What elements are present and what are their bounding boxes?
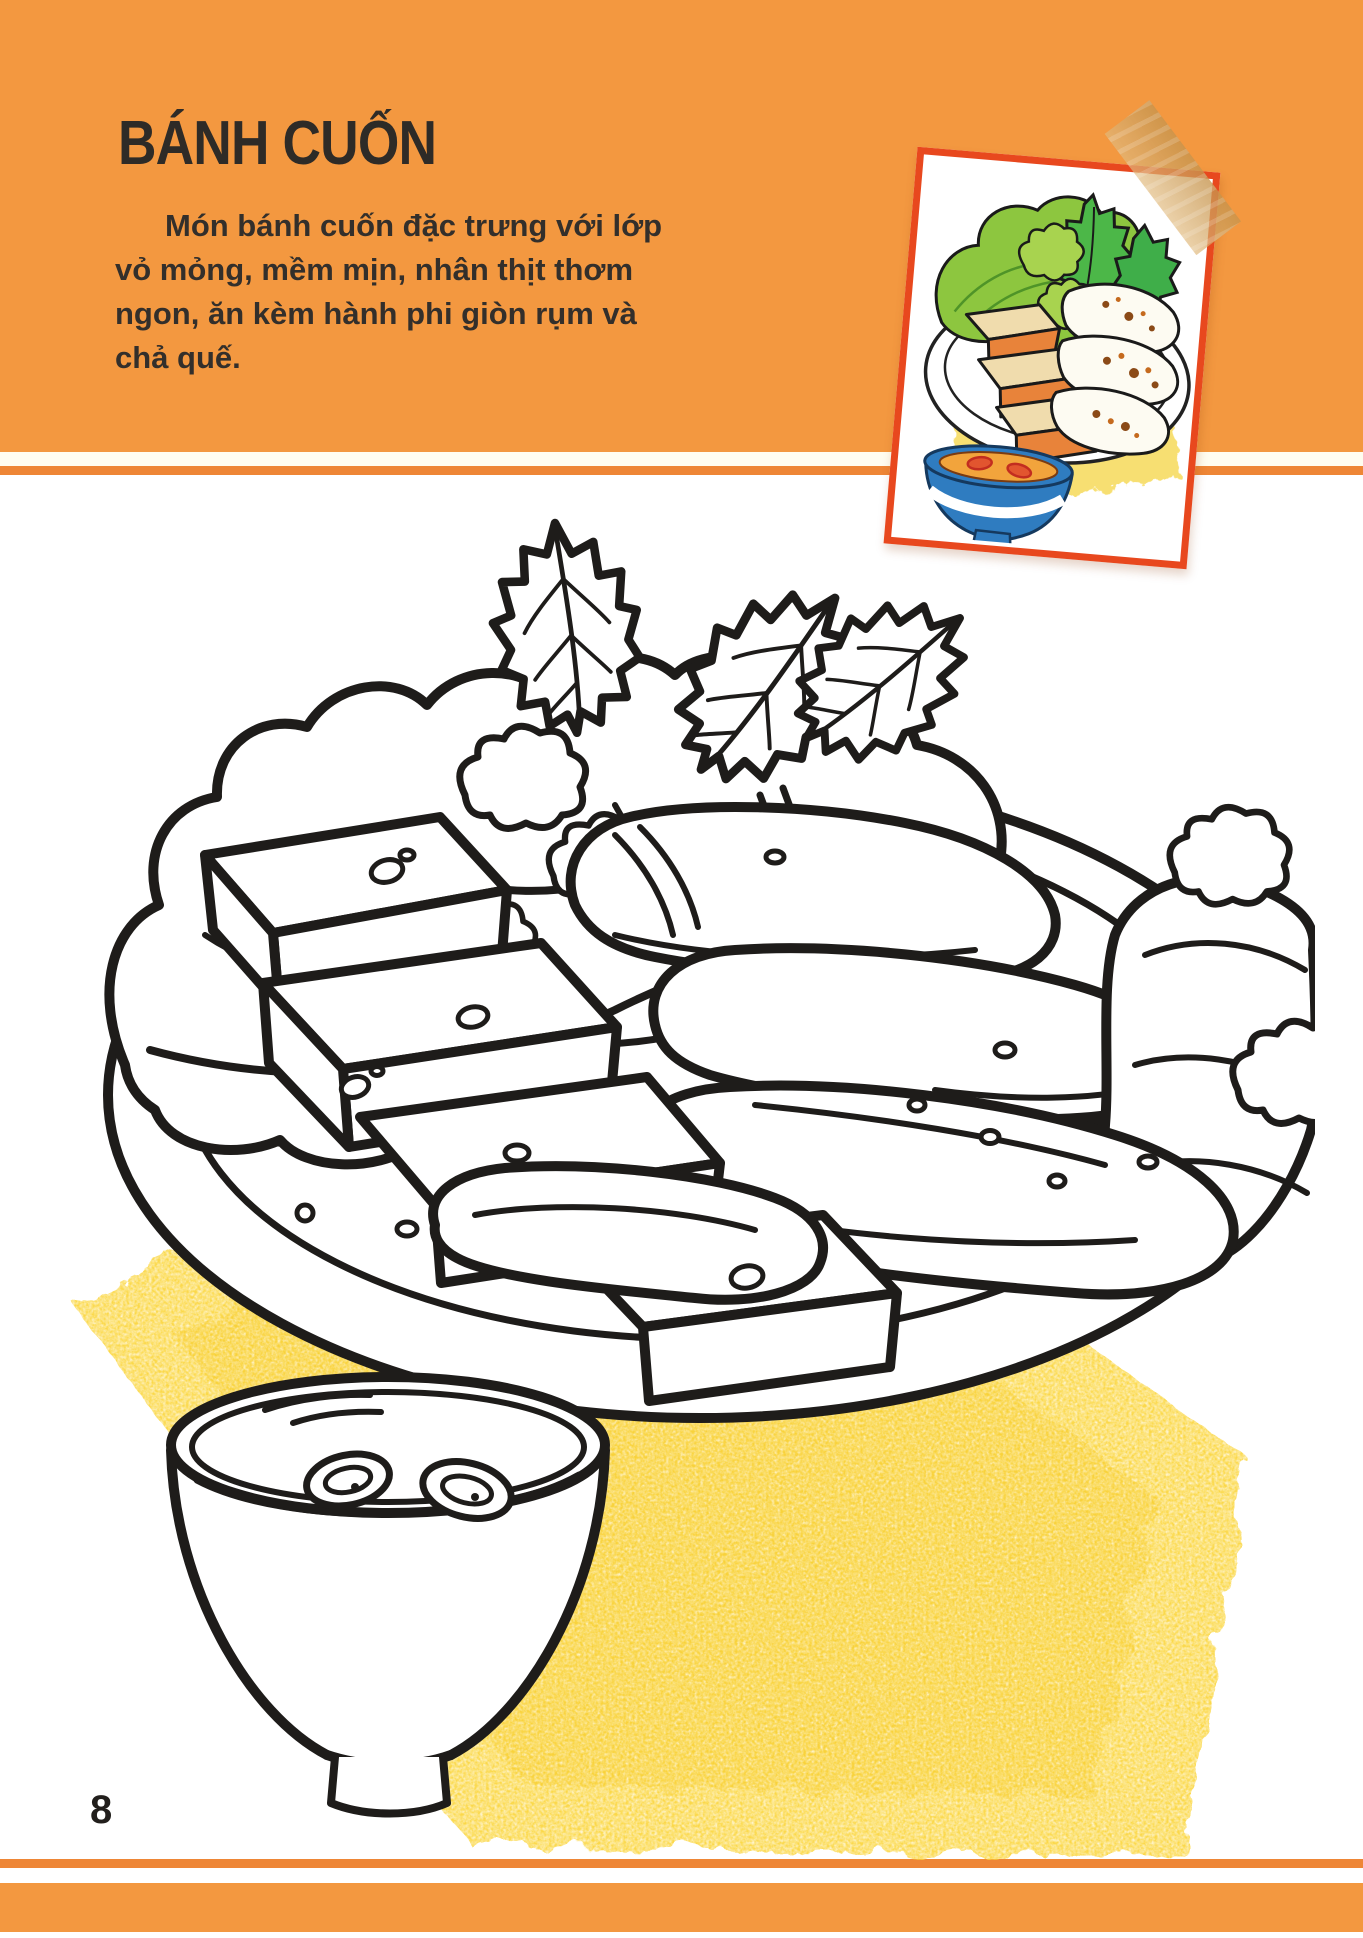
description-line: vỏ mỏng, mềm mịn, nhân thịt thơm: [115, 252, 634, 287]
coloring-illustration: [55, 505, 1315, 1860]
description-line: chả quế.: [115, 340, 241, 375]
page-title: BÁNH CUỐN: [118, 109, 437, 178]
footer-band: [0, 1883, 1363, 1932]
reference-photo-illustration: [895, 159, 1208, 558]
page-description: [115, 204, 675, 380]
description-line: Món bánh cuốn đặc trưng với lớp: [165, 208, 663, 243]
description-line: ngon, ăn kèm hành phi giòn rụm và: [115, 296, 637, 331]
footer-orange-stripe: [0, 1859, 1363, 1868]
page-number: 8: [90, 1788, 113, 1832]
